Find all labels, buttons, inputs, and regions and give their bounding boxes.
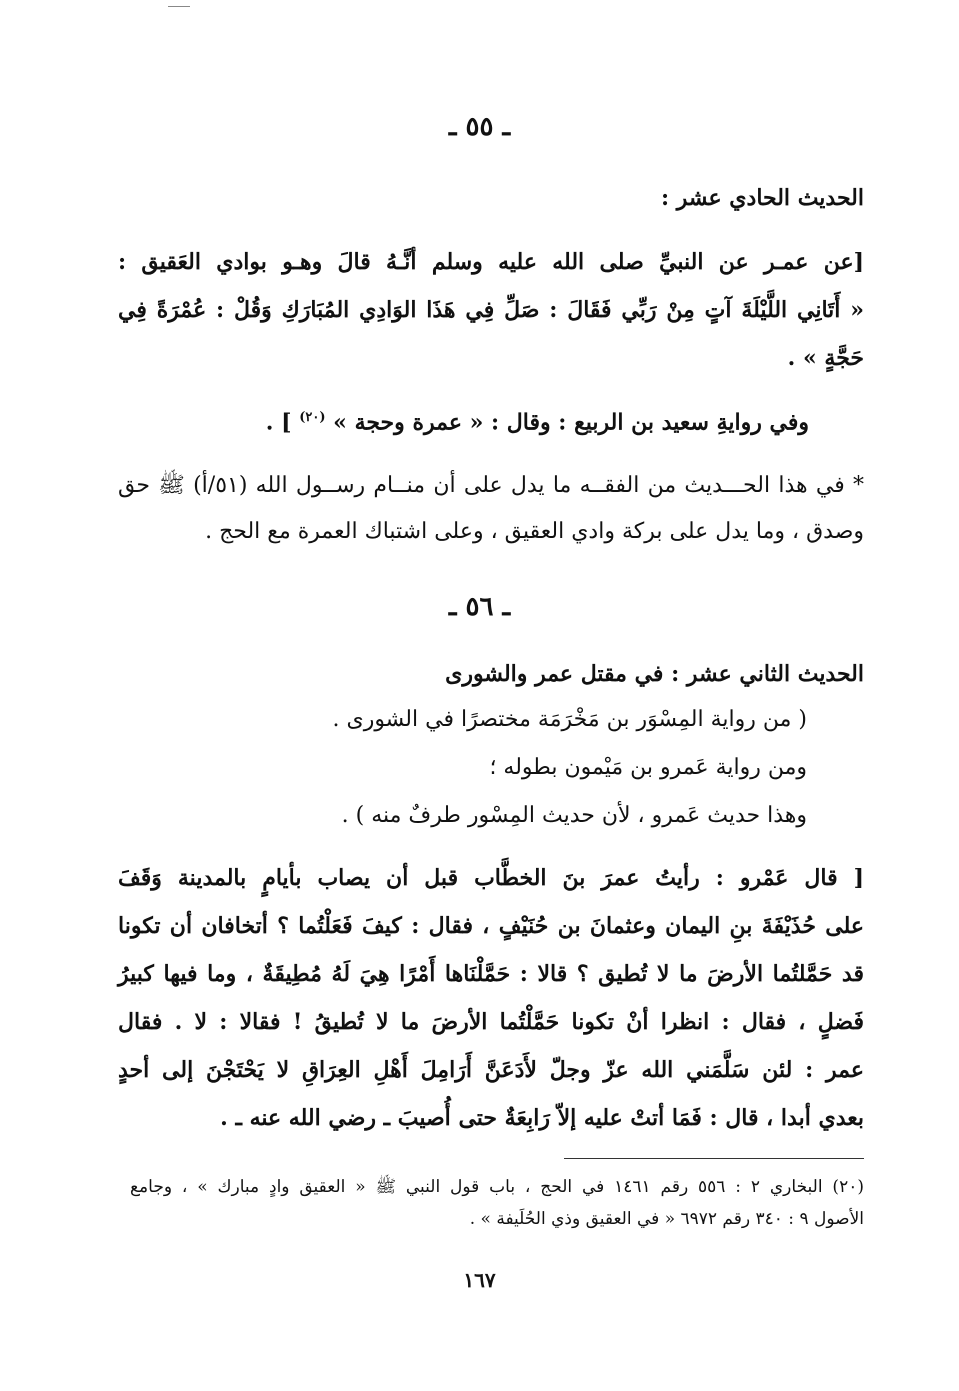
footnote-line-2: الأصول ٩ : ٣٤٠ رقم ٦٩٧٢ « في العقيق وذي الحُلَيفة » . bbox=[469, 1209, 864, 1229]
hadith-11-title: الحديث الحادي عشر : bbox=[660, 185, 864, 211]
riwaya-text: وفي روايةِ سعيد بن الربيع : وقال : « عمرة وحجة » bbox=[333, 409, 809, 436]
hadith-12-text-line-6: بعدي أبدا ، قال : فَمَا أتتْ عليه إلاّ رَابِعَةٌ حتى أُصيبَ ـ رضي الله عنه ـ . bbox=[220, 1105, 864, 1131]
footnote-line-1: (٢٠) البخاري ٢ : ٥٥٦ رقم ١٤٦١ في الحج ، باب قول النبي ﷺ « العقيق وادٍ مبارك » ، وجامع bbox=[130, 1177, 864, 1197]
hadith-12-text-line-2: على حُذَيْفَةَ بنِ اليمان وعثمانَ بن حُنَيْفٍ ، فقال : كيفَ فَعَلْتُما ؟ أتخافان أن تكونا bbox=[118, 913, 864, 939]
hadith-12-text-line-4: فَضلٍ ، فقال : انظرا أنْ تكونا حَمَّلْتُما الأرضَ ما لا تُطيقُ ! فقالا : لا . فقال bbox=[118, 1009, 864, 1035]
hadith-11-text-line-2: « أَتَانِي اللَّيْلَةَ آتٍ مِنْ رَبِّي فَقَالَ : صَلِّ فِي هَذَا الوَادِي المُبَارَكِ وَقُلْ : عُمْرَةً فِي bbox=[118, 297, 864, 323]
source-note-line-3: وهذا حديث عَمرو ، لأن حديث المِسْور طرفٌ منه ) . bbox=[341, 803, 807, 828]
hadith-12-text-line-3: قد حَمَّلتُما الأرضَ ما لا تُطيق ؟ قالا : حَمَّلْنَاها أَمْرًا هِيَ لَهُ مُطِيقَةٌ ، وما فيها كبيرُ bbox=[118, 961, 864, 987]
scan-mark bbox=[168, 6, 190, 7]
source-note-line-1: ( من رواية المِسْوَر بن مَخْرَمَة مختصرًا في الشورى . bbox=[332, 707, 807, 732]
footnote-ref-20: (٢٠) bbox=[299, 410, 326, 425]
hadith-number-55: ـ ٥٥ ـ bbox=[448, 112, 511, 142]
hadith-number-56: ـ ٥٦ ـ bbox=[448, 592, 511, 622]
hadith-12-title: الحديث الثاني عشر : في مقتل عمر والشورى bbox=[445, 661, 864, 687]
footnote-divider bbox=[564, 1158, 864, 1159]
riwaya-end: ] . bbox=[265, 409, 292, 436]
hadith-11-text-line-3: حَجَّةٍ » . bbox=[787, 345, 864, 371]
hadith-12-text-line-5: عمر : لئن سَلَّمَني الله عزّ وجلّ لأَدَعَنَّ أَرَامِلَ أَهْلِ العِرَاقِ لا يَحْتَجْنَ إلى أحدٍ bbox=[118, 1057, 864, 1083]
fiqh-note-line-2: وصدق ، وما يدل على بركة وادي العقيق ، وعلى اشتباك العمرة مع الحج . bbox=[205, 519, 864, 544]
hadith-11-text-line-1: [عن عمـر عن النبيِّ صلى الله عليه وسلم أنَّـهُ قالَ وهـو بوادي العَقيق : bbox=[118, 249, 864, 275]
page-number: ١٦٧ bbox=[463, 1268, 496, 1292]
fiqh-note-line-1: * في هذا الحـــديث من الفقــه ما يدل على أن منــام رســول الله (٥١/أ) ﷺ حق bbox=[118, 473, 864, 498]
source-note-line-2: ومن رواية عَمرو بن مَيْمون بطوله ؛ bbox=[489, 755, 807, 780]
riwaya-line bbox=[118, 398, 809, 442]
hadith-12-text-line-1: [ قال عَمْرو : رأيتُ عمرَ بنَ الخطَّاب قبل أن يصاب بأيامٍ بالمدينة وَقَفَ bbox=[118, 865, 864, 891]
